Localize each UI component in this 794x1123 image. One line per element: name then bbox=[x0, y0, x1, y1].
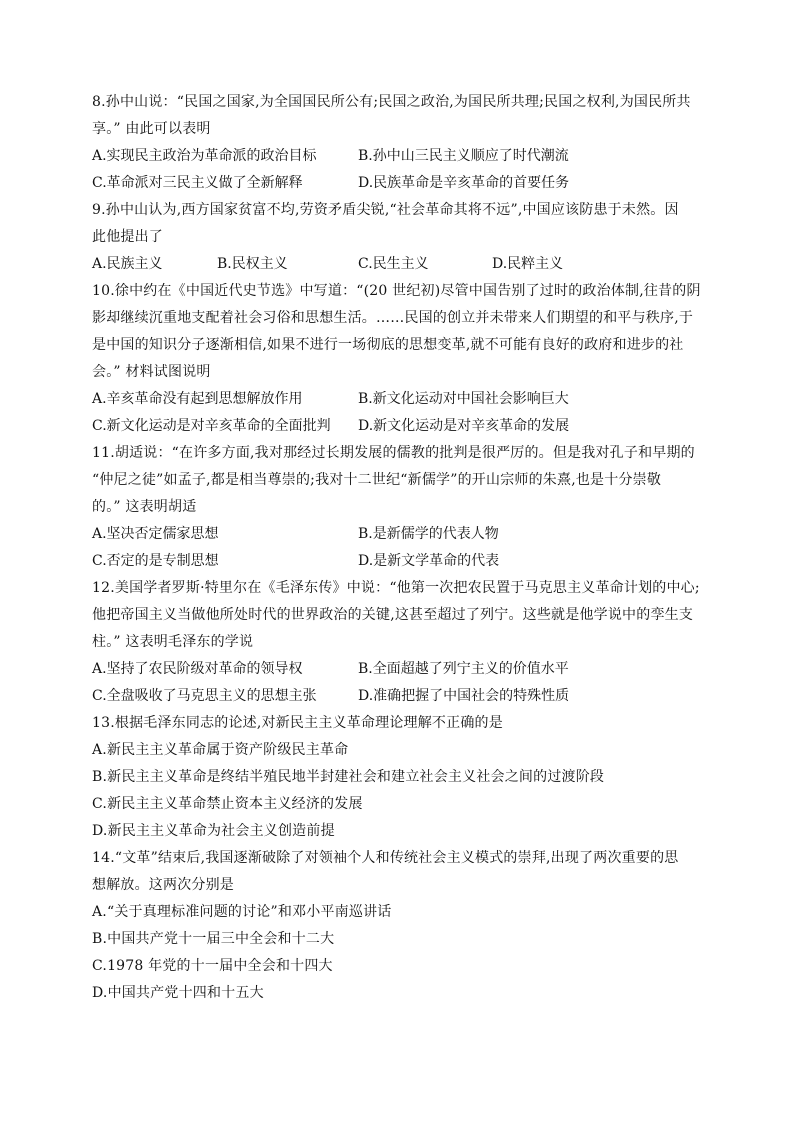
option-c: C.全盘吸收了马克思主义的思想主张 bbox=[92, 688, 317, 704]
question-line: 13.根据毛泽东同志的论述,对新民主主义革命理论理解不正确的是 bbox=[92, 715, 503, 731]
option-d: D.准确把握了中国社会的特殊性质 bbox=[358, 688, 570, 704]
option-b: B.新文化运动对中国社会影响巨大 bbox=[358, 391, 569, 407]
question-line: 8.孙中山说：“民国之国家,为全国国民所公有;民国之政治,为国民所共理;民国之权利,为国民所共 bbox=[92, 94, 691, 110]
question-line: “仲尼之徒”如孟子,都是相当尊崇的;我对十二世纪“新儒学”的开山宗师的朱熹,也是十分崇敬 bbox=[92, 472, 662, 488]
option-b: B.是新儒学的代表人物 bbox=[358, 526, 499, 542]
question-line: 想解放。这两次分别是 bbox=[92, 877, 234, 893]
question-9-stem bbox=[92, 197, 712, 251]
question-line: 会。” 材料试图说明 bbox=[92, 364, 211, 380]
question-12-options-row-2 bbox=[92, 683, 712, 710]
question-line: 他把帝国主义当做他所处时代的世界政治的关键,这甚至超过了列宁。这些就是他学说中的孪生支 bbox=[92, 607, 694, 623]
question-line: 柱。” 这表明毛泽东的学说 bbox=[92, 634, 254, 650]
option-a: A.新民主主义革命属于资产阶级民主革命 bbox=[92, 742, 349, 758]
option-c: C.新文化运动是对辛亥革命的全面批判 bbox=[92, 418, 331, 434]
option-d: D.新文化运动是对辛亥革命的发展 bbox=[358, 418, 570, 434]
option-a: A.民族主义 bbox=[92, 256, 163, 272]
option-c: C.民生主义 bbox=[358, 256, 429, 272]
question-line: 11.胡适说：“在许多方面,我对那经过长期发展的儒教的批判是很严厉的。但是我对孔子和早期的 bbox=[92, 445, 695, 461]
question-11-options-row-2 bbox=[92, 548, 712, 575]
question-14-stem bbox=[92, 845, 712, 1007]
option-a: A.辛亥革命没有起到思想解放作用 bbox=[92, 391, 303, 407]
option-a: A.坚决否定儒家思想 bbox=[92, 526, 219, 542]
option-b: B.民权主义 bbox=[217, 256, 288, 272]
option-c: C.革命派对三民主义做了全新解释 bbox=[92, 175, 303, 191]
option-a: A.坚持了农民阶级对革命的领导权 bbox=[92, 661, 303, 677]
question-line: 是中国的知识分子逐渐相信,如果不进行一场彻底的思想变革,就不可能有良好的政府和进步的社 bbox=[92, 337, 684, 353]
question-10-options-row-2 bbox=[92, 413, 712, 440]
question-line: 10.徐中约在《中国近代史节选》中写道：“(20 世纪初)尽管中国告别了过时的政治体制,往昔的阴 bbox=[92, 283, 701, 299]
question-line: 9.孙中山认为,西方国家贫富不均,劳资矛盾尖锐,“社会革命其将不远”,中国应该防患于未然。因 bbox=[92, 202, 679, 218]
option-b: B.中国共产党十一届三中全会和十二大 bbox=[92, 931, 335, 947]
option-a: A.“关于真理标准问题的讨论”和邓小平南巡讲话 bbox=[92, 904, 392, 920]
option-d: D.是新文学革命的代表 bbox=[358, 553, 500, 569]
question-11-stem bbox=[92, 440, 712, 521]
question-8-options-row-1 bbox=[92, 143, 712, 170]
option-d: D.民粹主义 bbox=[492, 256, 564, 272]
option-c: C.新民主主义革命禁止资本主义经济的发展 bbox=[92, 796, 363, 812]
question-line: 影却继续沉重地支配着社会习俗和思想生活。……民国的创立并未带来人们期望的和平与秩序,于 bbox=[92, 310, 694, 326]
question-10-stem bbox=[92, 278, 712, 386]
question-12-options-row-1 bbox=[92, 656, 712, 683]
option-d: D.中国共产党十四和十五大 bbox=[92, 985, 264, 1001]
option-b: B.新民主主义革命是终结半殖民地半封建社会和建立社会主义社会之间的过渡阶段 bbox=[92, 769, 605, 785]
option-a: A.实现民主政治为革命派的政治目标 bbox=[92, 148, 317, 164]
question-8-options-row-2 bbox=[92, 170, 712, 197]
question-9-options-row bbox=[92, 251, 712, 278]
option-b: B.孙中山三民主义顺应了时代潮流 bbox=[358, 148, 569, 164]
question-10-options-row-1 bbox=[92, 386, 712, 413]
question-line: 享。” 由此可以表明 bbox=[92, 121, 211, 137]
option-b: B.全面超越了列宁主义的价值水平 bbox=[358, 661, 569, 677]
option-d: D.民族革命是辛亥革命的首要任务 bbox=[358, 175, 570, 191]
question-line: 此他提出了 bbox=[92, 229, 163, 245]
question-line: 的。” 这表明胡适 bbox=[92, 499, 197, 515]
question-8-stem bbox=[92, 89, 712, 143]
question-line: 12.美国学者罗斯·特里尔在《毛泽东传》中说：“他第一次把农民置于马克思主义革命计划的中心; bbox=[92, 580, 700, 596]
question-line: 14.“文革”结束后,我国逐渐破除了对领袖个人和传统社会主义模式的崇拜,出现了两次重要的思 bbox=[92, 850, 679, 866]
question-12-stem bbox=[92, 575, 712, 656]
option-d: D.新民主主义革命为社会主义创造前提 bbox=[92, 823, 335, 839]
question-13-stem bbox=[92, 710, 712, 845]
question-11-options-row-1 bbox=[92, 521, 712, 548]
option-c: C.1978 年党的十一届中全会和十四大 bbox=[92, 958, 333, 974]
option-c: C.否定的是专制思想 bbox=[92, 553, 219, 569]
